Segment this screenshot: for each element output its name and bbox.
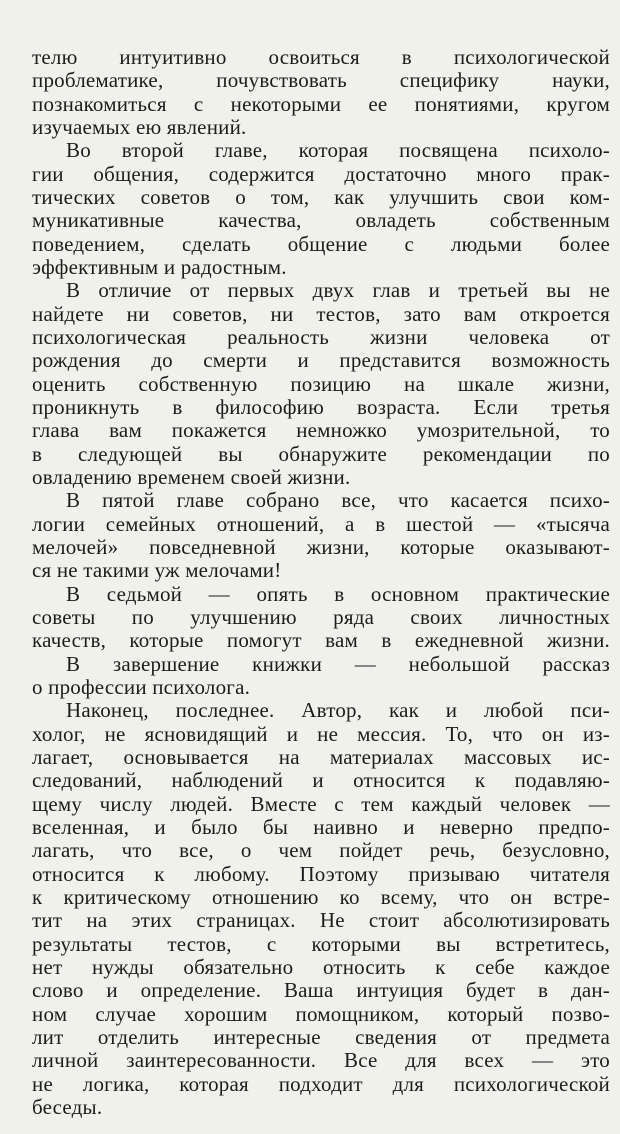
- text-line: нет нужды обязательно относить к себе каждое: [32, 955, 610, 979]
- text-line: В отличие от первых двух глав и третьей вы не: [66, 278, 610, 302]
- text-line: логии семейных отношений, а в шестой — «тысяча: [32, 512, 610, 536]
- text-line: глава вам покажется немножко умозрительной, то: [32, 418, 610, 442]
- text-line: личной заинтересованности. Все для всех — это: [32, 1048, 610, 1072]
- text-line: качеств, которые помогут вам в ежедневной жизни.: [32, 628, 610, 652]
- text-line: ся не такими уж мелочами!: [32, 558, 282, 582]
- text-line: советы по улучшению ряда своих личностных: [32, 605, 610, 629]
- text-line: поведением, сделать общение с людьми более: [32, 232, 610, 256]
- text-line: беседы.: [32, 1095, 103, 1119]
- text-line: ном случае хорошим помощником, который позво-: [32, 1002, 610, 1026]
- text-line: рождения до смерти и представится возможность: [32, 348, 610, 372]
- text-line: проникнуть в философию возраста. Если третья: [32, 395, 610, 419]
- text-line: лагать, что все, о чем пойдет речь, безусловно,: [32, 838, 610, 862]
- text-line: о профессии психолога.: [32, 675, 251, 699]
- text-line: вселенная, и было бы наивно и неверно предпо-: [32, 815, 610, 839]
- text-line: овладению временем своей жизни.: [32, 465, 351, 489]
- text-line: относится к любому. Поэтому призываю читателя: [32, 862, 610, 886]
- text-line: щему числу людей. Вместе с тем каждый человек —: [32, 792, 610, 816]
- text-line: Во второй главе, которая посвящена психоло-: [66, 138, 610, 162]
- text-line: изучаемых ею явлений.: [32, 115, 247, 139]
- text-line: проблематике, почувствовать специфику науки,: [32, 68, 610, 92]
- text-line: лит отделить интересные сведения от предмета: [32, 1025, 610, 1049]
- text-line: следований, наблюдений и относится к подавляю-: [32, 768, 610, 792]
- text-line: найдете ни советов, ни тестов, зато вам откроется: [32, 302, 610, 326]
- text-line: в следующей вы обнаружите рекомендации по: [32, 442, 610, 466]
- text-line: тических советов о том, как улучшить свои ком-: [32, 185, 610, 209]
- text-line: тит на этих страницах. Не стоит абсолютизировать: [32, 908, 610, 932]
- text-line: телю интуитивно освоиться в психологической: [32, 45, 610, 69]
- text-line: муникативные качества, овладеть собственным: [32, 208, 610, 232]
- text-line: к критическому отношению ко всему, что он встре-: [32, 885, 610, 909]
- text-line: гии общения, содержится достаточно много прак-: [32, 162, 610, 186]
- text-line: не логика, которая подходит для психологической: [32, 1072, 610, 1096]
- text-line: В седьмой — опять в основном практические: [66, 582, 610, 606]
- text-line: лагает, основывается на материалах массовых ис-: [32, 745, 610, 769]
- text-line: оценить собственную позицию на шкале жизни,: [32, 372, 610, 396]
- text-line: слово и определение. Ваша интуиция будет в дан-: [32, 978, 610, 1002]
- text-line: результаты тестов, с которыми вы встретитесь,: [32, 932, 610, 956]
- text-line: познакомиться с некоторыми ее понятиями, кругом: [32, 92, 610, 116]
- text-line: эффективным и радостным.: [32, 255, 287, 279]
- text-line: психологическая реальность жизни человека от: [32, 325, 610, 349]
- text-line: мелочей» повседневной жизни, которые оказывают-: [32, 535, 610, 559]
- text-line: Наконец, последнее. Автор, как и любой пси-: [66, 698, 610, 722]
- text-line: холог, не ясновидящий и не мессия. То, что он из-: [32, 722, 610, 746]
- text-line: В пятой главе собрано все, что касается психо-: [66, 488, 610, 512]
- text-line: В завершение книжки — небольшой рассказ: [66, 652, 610, 676]
